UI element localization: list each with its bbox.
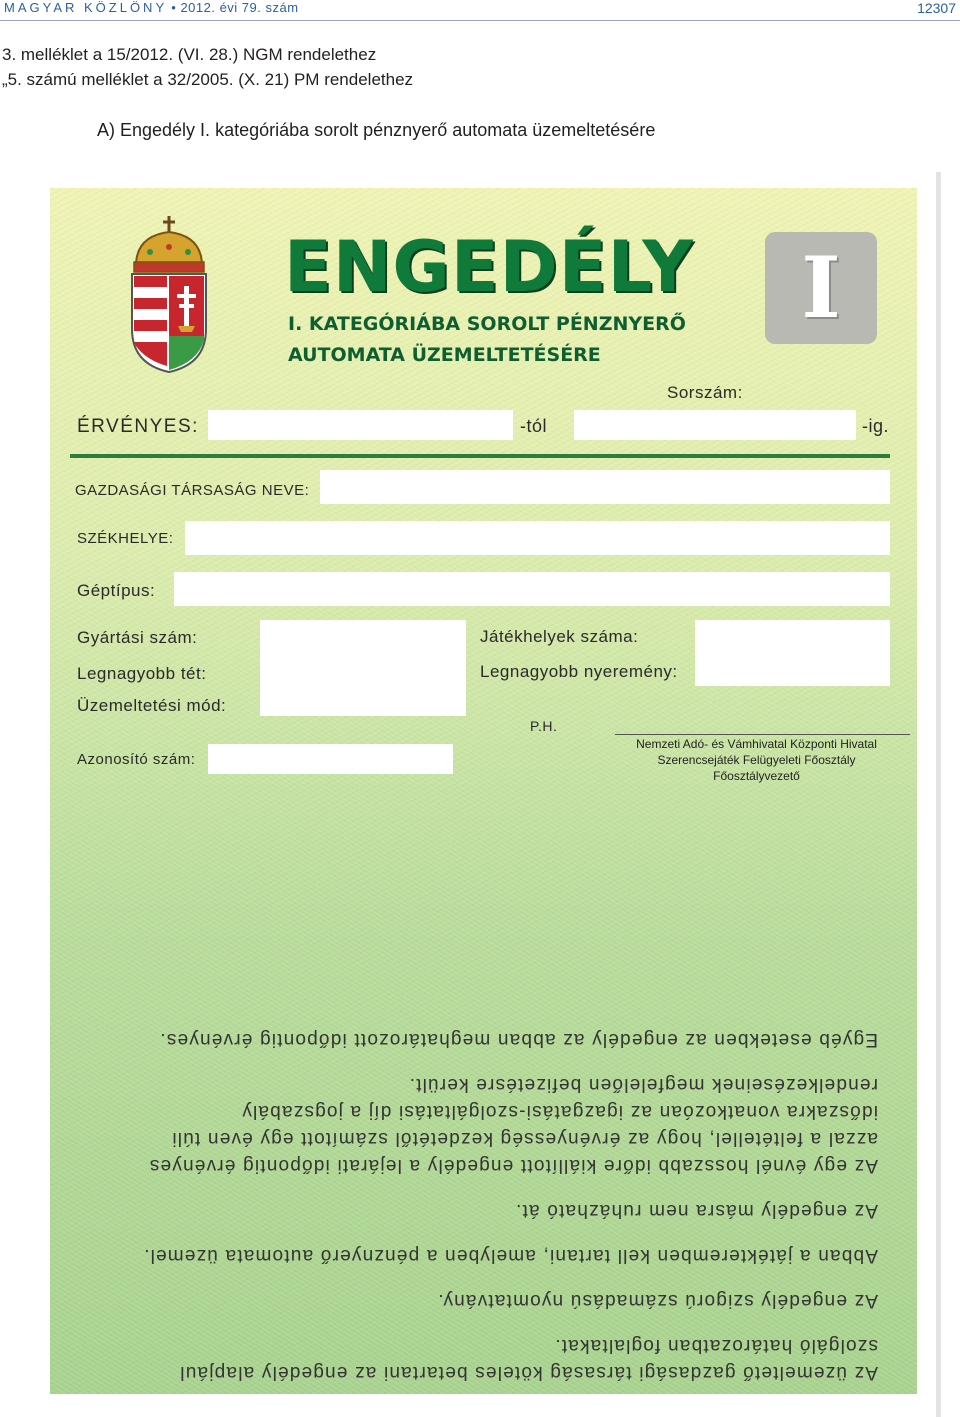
authority-line-2: Szerencsejáték Felügyeleti Főosztály xyxy=(657,753,856,767)
page-edge xyxy=(936,172,941,1417)
max-win-label: Legnagyobb nyeremény: xyxy=(480,662,678,681)
annex-reference-2: „5. számú melléklet a 32/2005. (X. 21) PM rendelethez xyxy=(2,70,414,89)
authority-line-1: Nemzeti Adó- és Vámhivatal Központi Hivatal xyxy=(636,737,877,751)
section-subtitle: A) Engedély I. kategóriába sorolt pénznyerő automata üzemeltetésére xyxy=(97,120,656,140)
page-number: 12307 xyxy=(917,0,956,16)
identifier-label: Azonosító szám: xyxy=(77,751,196,768)
company-seat-label: SZÉKHELYE: xyxy=(77,530,174,547)
back-paragraph-1: Az üzemeltető gazdasági társaság köteles betartani az engedély alapjául szolgáló határozatban foglaltakat. xyxy=(179,1335,878,1383)
serial-number-label: Sorszám: xyxy=(667,383,743,402)
category-badge-numeral: I xyxy=(801,238,841,337)
authority-line-3: Főosztályvezető xyxy=(713,769,800,783)
category-heading-line1: I. KATEGÓRIÁBA SOROLT PÉNZNYERŐ xyxy=(288,313,686,335)
permit-form xyxy=(50,188,917,1394)
category-heading-line2: AUTOMATA ÜZEMELTETÉSÉRE xyxy=(288,344,601,366)
company-name-label: GAZDASÁGI TÁRSASÁG NEVE: xyxy=(75,482,310,499)
section-divider xyxy=(70,454,890,458)
reverse-side-text xyxy=(98,1008,878,1386)
header-rule xyxy=(0,20,960,21)
valid-label: ÉRVÉNYES: xyxy=(77,416,199,437)
journal-header xyxy=(4,0,299,15)
max-bet-label: Legnagyobb tét: xyxy=(77,664,207,683)
production-number-label: Gyártási szám: xyxy=(77,628,198,647)
back-paragraph-4: Az engedély másra nem ruházható át. xyxy=(514,1200,878,1221)
hungarian-coat-of-arms-icon xyxy=(128,214,210,374)
signature-line xyxy=(615,734,910,735)
back-paragraph-3: Abban a játékteremben kell tartani, amelyben a pénznyerő automata üzemel. xyxy=(142,1245,878,1266)
back-paragraph-6: Egyéb esetekben az engedély az abban meghatározott időpontig érvényes. xyxy=(159,1029,878,1050)
annex-reference-1: 3. melléklet a 15/2012. (VI. 28.) NGM rendelethez xyxy=(2,45,377,64)
company-name-field[interactable] xyxy=(320,470,890,504)
journal-name: MAGYAR KÖZLÖNY xyxy=(4,0,168,15)
stamp-placeholder: P.H. xyxy=(530,718,558,734)
valid-from-field[interactable] xyxy=(208,410,513,440)
game-details-field[interactable] xyxy=(695,620,890,686)
header-bullet: • xyxy=(171,0,177,15)
permit-title: ENGEDÉLY xyxy=(284,226,694,308)
back-paragraph-2: Az engedély szigorú számadású nyomtatvány. xyxy=(437,1290,878,1311)
issue-number: 2012. évi 79. szám xyxy=(180,0,299,15)
category-badge xyxy=(765,232,877,344)
game-places-label: Játékhelyek száma: xyxy=(480,627,639,646)
machine-type-field[interactable] xyxy=(174,572,890,606)
valid-to-field[interactable] xyxy=(574,410,856,440)
machine-details-field[interactable] xyxy=(260,620,466,716)
identifier-field[interactable] xyxy=(208,744,453,774)
company-seat-field[interactable] xyxy=(185,521,890,555)
back-paragraph-5: Az egy évnél hosszabb időre kiállított engedély a lejárati időpontig érvényes azzal a feltétellel, hogy az érvényesség kezdetétől számított egy éven túli időszakra vonatkozóan az igazgatási-szolgáltatási díj a jogszabály rendelkezéseinek megfelelően befizetésre került. xyxy=(148,1074,878,1176)
valid-to-suffix: -ig. xyxy=(862,416,890,436)
machine-type-label: Géptípus: xyxy=(77,581,156,600)
operation-mode-label: Üzemeltetési mód: xyxy=(77,696,227,715)
valid-from-suffix: -tól xyxy=(520,416,548,436)
